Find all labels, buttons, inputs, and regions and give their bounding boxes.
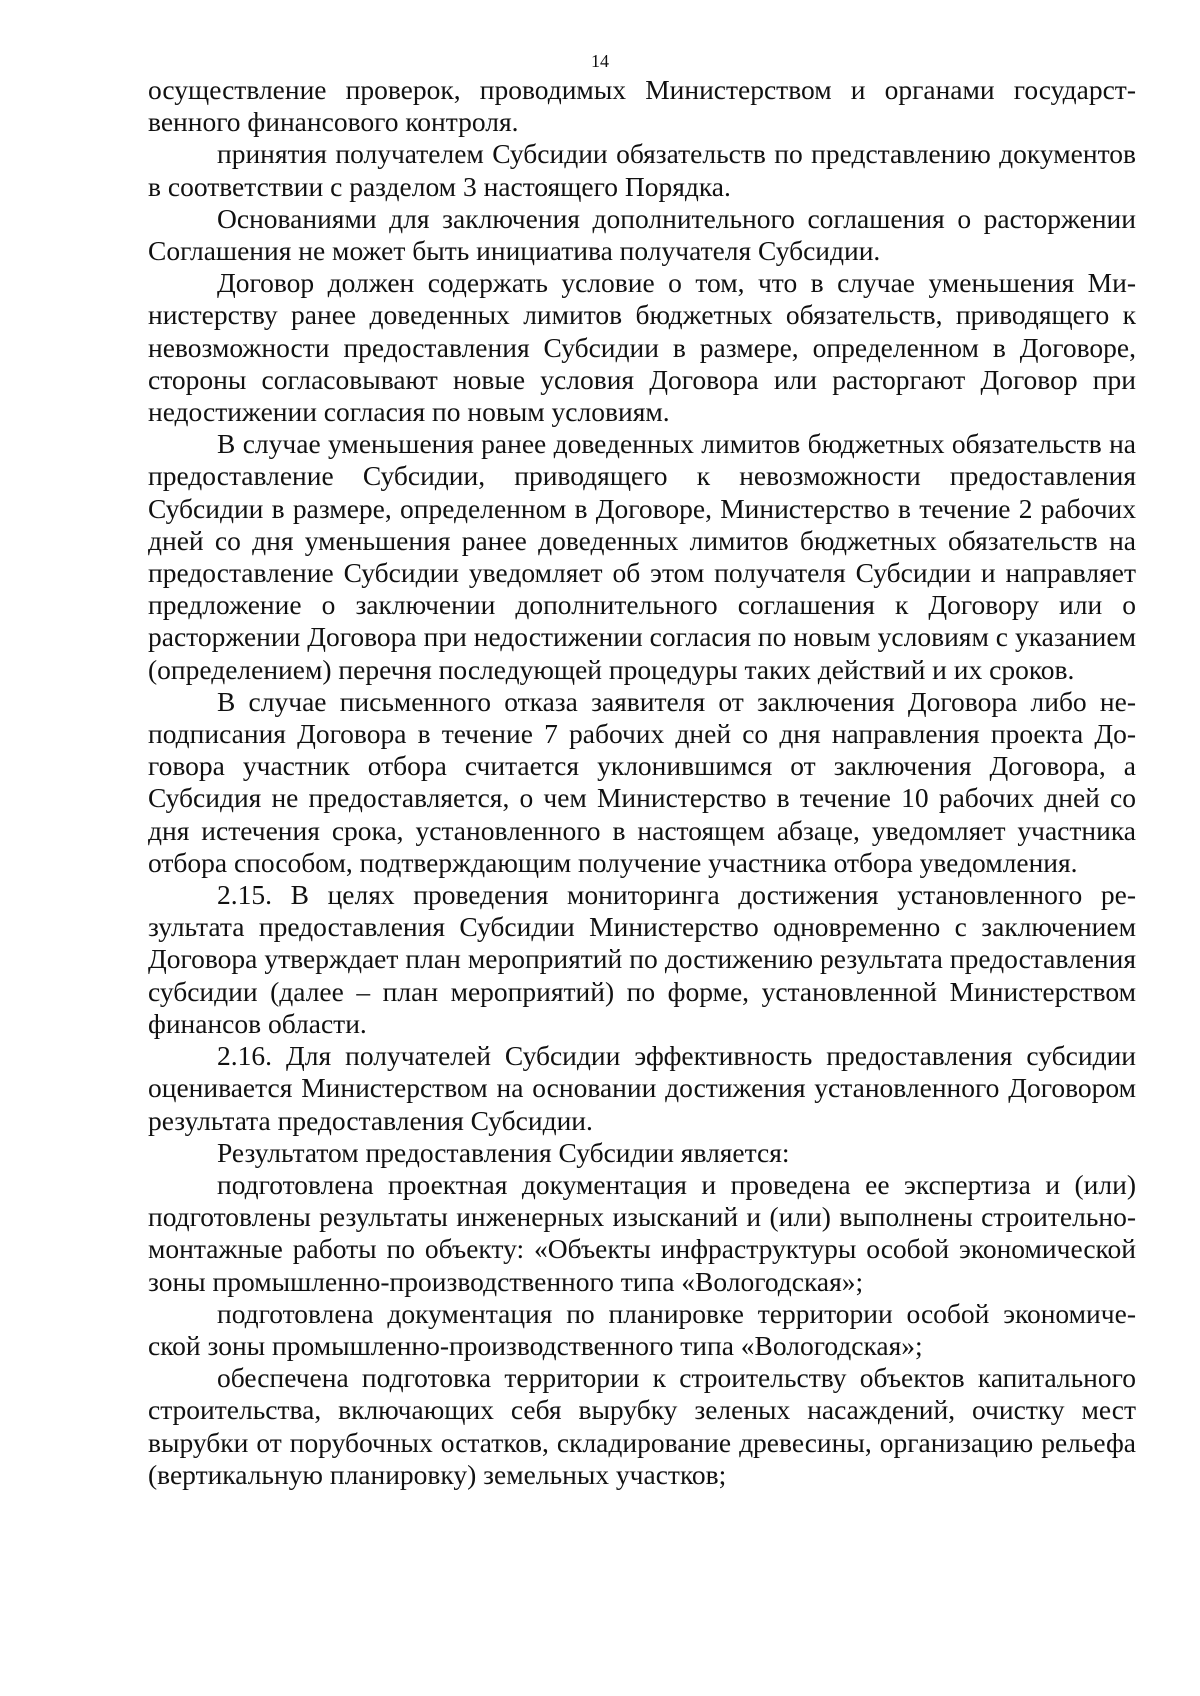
paragraph-2-16: 2.16. Для получателей Субсидии эффективность предоставления субсидии оценивается Министерством на основании достижения установленного Договором результата предоставления Субсидии. <box>148 1040 1136 1136</box>
paragraph-verification: осуществление проверок, проводимых Министерством и органами государственного финансового контроля. <box>148 74 1136 138</box>
paragraph-contract-condition: Договор должен содержать условие о том, что в случае уменьшения Министерству ранее доведенных лимитов бюджетных обязательств, приводящего к невозможности предоставления Субсидии в размере, определенном в Договоре, стороны согласовывают новые условия Договора или расторгают Договор при недостижении согласия по новым условиям. <box>148 267 1136 428</box>
paragraph-refusal: В случае письменного отказа заявителя от заключения Договора либо неподписания Договора в течение 7 рабочих дней со дня направления проекта Договора участник отбора считается уклонившимся от заключения Договора, а Субсидия не предоставляется, о чем Министерство в течение 10 рабочих дней со дня истечения срока, установленного в настоящем абзаце, уведомляет участника отбора способом, подтверждающим получение участника отбора уведомления. <box>148 685 1136 878</box>
paragraph-result-site-prep: обеспечена подготовка территории к строительству объектов капитального строительства, включающих себя вырубку зеленых насаждений, очистку мест вырубки от порубочных остатков, складирование древесины, организацию рельефа (вертикальную планировку) земельных участков; <box>148 1362 1136 1490</box>
paragraph-result-design: подготовлена проектная документация и проведена ее экспертиза и (или) подготовлены результаты инженерных изысканий и (или) выполнены строительно-монтажные работы по объекту: «Объекты инфраструктуры особой экономической зоны промышленно-производственного типа «Вологодская»; <box>148 1168 1136 1297</box>
paragraph-termination-grounds: Основаниями для заключения дополнительного соглашения о расторжении Соглашения не может быть инициатива получателя Субсидии. <box>148 202 1136 267</box>
paragraph-result-intro: Результатом предоставления Субсидии является: <box>217 1136 790 1168</box>
page-number: 14 <box>591 51 609 71</box>
paragraph-2-15: 2.15. В целях проведения мониторинга достижения установленного результата предоставления Субсидии Министерство одновременно с заключением Договора утверждает план мероприятий по достижению результата предоставления субсидии (далее – план мероприятий) по форме, установленной Министерством финансов области. <box>148 879 1136 1039</box>
paragraph-limit-reduction: В случае уменьшения ранее доведенных лимитов бюджетных обязательств на предоставление Субсидии, приводящего к невозможности предоставления Субсидии в размере, определенном в Договоре, Министерство в течение 2 рабочих дней со дня уменьшения ранее доведенных лимитов бюджетных обязательств на предоставление Субсидии уведомляет об этом получателя Субсидии и направляет предложение о заключении дополнительного соглашения к Договору или о расторжении Договора при недостижении согласия по новым условиям с указанием (определением) перечня последующей процедуры таких действий и их сроков. <box>148 428 1136 685</box>
paragraph-result-planning: подготовлена документация по планировке территории особой экономической зоны промышленно-производственного типа «Вологодская»; <box>148 1297 1136 1361</box>
paragraph-obligations: принятия получателем Субсидии обязательств по представлению документов в соответствии с разделом 3 настоящего Порядка. <box>148 138 1136 202</box>
document-body <box>148 74 1136 1491</box>
